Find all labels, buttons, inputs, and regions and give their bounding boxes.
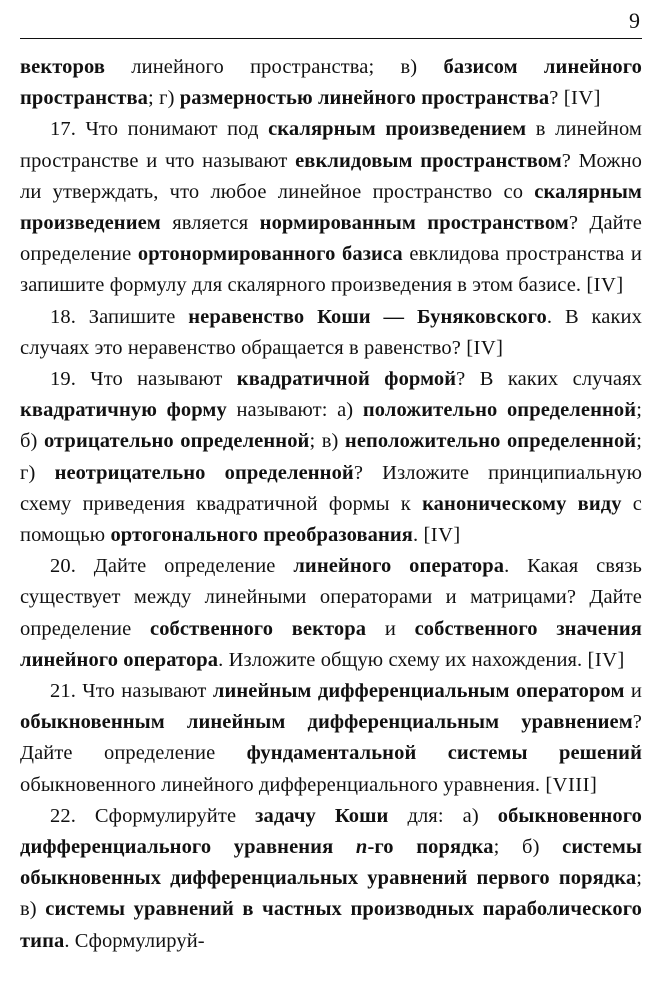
- body-text: 21. Что называют: [50, 680, 213, 703]
- key-term: линейного оператора: [293, 555, 505, 578]
- key-term: квадратичную форму: [20, 399, 227, 422]
- question-20: [20, 551, 642, 676]
- key-term: ортонормированного базиса: [137, 243, 403, 266]
- body-text: . Изложите общую схему их нахождения.: [218, 648, 588, 671]
- body-text: ? Дайте определение: [20, 212, 642, 266]
- body-text: евклидова пространства и запишите формулу для скалярного произведения в этом базисе.: [20, 243, 642, 297]
- key-term: неравенство Коши — Буняковского: [188, 305, 547, 328]
- key-term: векторов: [20, 56, 106, 78]
- page-number: 9: [629, 8, 640, 33]
- key-term: обыкновенного дифференциального уравнения: [20, 804, 642, 859]
- body-text: обыкновенного линейного дифференциального уравнения.: [20, 773, 546, 796]
- question-18: [20, 302, 642, 364]
- key-term: -го порядка: [367, 836, 494, 859]
- body-text: ? Дайте определение: [20, 711, 642, 765]
- body-text: ; б): [20, 399, 642, 453]
- text-body: [20, 52, 642, 957]
- body-text: и: [624, 680, 642, 703]
- question-22: [20, 801, 642, 957]
- key-term: линейным дифференциальным оператором: [212, 680, 625, 703]
- body-text: . Сформулируй-: [64, 929, 205, 952]
- body-text: .: [413, 524, 424, 547]
- body-text: ? Можно ли утверждать, что любое линейное пространство со: [20, 149, 642, 203]
- key-term: собственного значения линейного оператора: [20, 617, 642, 671]
- body-text: называют: а): [226, 399, 363, 422]
- body-text: ?: [549, 87, 564, 110]
- key-term: нормированным пространством: [259, 212, 569, 235]
- chapter-reference: [IV]: [423, 524, 461, 547]
- math-variable: n: [355, 836, 368, 859]
- body-text: ; в): [20, 867, 642, 921]
- key-term: неположительно определенной: [344, 430, 637, 453]
- body-text: и: [366, 617, 415, 640]
- body-text: ; г): [148, 87, 180, 110]
- key-term: каноническому виду: [422, 492, 622, 515]
- key-term: скалярным произведением: [20, 180, 642, 235]
- body-text: 20. Дайте определение: [50, 555, 294, 578]
- body-text: ; в): [309, 430, 345, 453]
- key-term: скалярным произведением: [268, 118, 527, 141]
- key-term: ортогонального преобразования: [110, 524, 413, 547]
- question-19: [20, 364, 642, 551]
- key-term: обыкновенным линейным дифференциальным уравнением: [20, 711, 633, 734]
- key-term: системы обыкновенных дифференциальных уравнений первого порядка: [20, 836, 642, 890]
- body-text: является: [160, 212, 260, 235]
- body-text: с помощью: [20, 492, 642, 547]
- body-text: для: а): [388, 804, 498, 827]
- key-term: фундаментальной системы решений: [246, 742, 642, 765]
- key-term: задачу Коши: [255, 804, 389, 827]
- body-text: ? Изложите принципиальную схему приведения квадратичной формы к: [20, 461, 642, 515]
- chapter-reference: [IV]: [586, 274, 624, 297]
- body-text: в линейном пространстве и что называют: [20, 118, 642, 172]
- body-text: . В каких случаях это неравенство обращается в равенство?: [20, 305, 642, 359]
- body-text: 18. Запишите: [50, 305, 189, 328]
- body-text: ? В каких случаях: [456, 368, 642, 391]
- key-term: отрицательно определенной: [43, 430, 310, 453]
- header-rule: [20, 38, 642, 39]
- key-term: квадратичной формой: [236, 368, 457, 391]
- body-text: . Какая связь существует между линейными операторами и матрицами? Дайте определение: [20, 555, 642, 640]
- body-text: 19. Что называют: [50, 368, 237, 391]
- body-text: ; б): [493, 836, 563, 859]
- body-text: 17. Что понимают под: [50, 118, 269, 141]
- key-term: евклидовым пространством: [295, 149, 562, 172]
- question-17: [20, 114, 642, 301]
- chapter-reference: [VIII]: [545, 773, 598, 796]
- body-text: линейного пространства; в): [105, 56, 444, 78]
- chapter-reference: [IV]: [587, 648, 625, 671]
- key-term: базисом линейного пространства: [20, 56, 642, 110]
- key-term: собственного вектора: [150, 617, 367, 640]
- question-21: [20, 676, 642, 801]
- body-text: 22. Сформулируйте: [50, 804, 256, 827]
- key-term: положительно определенной: [362, 399, 637, 422]
- chapter-reference: [IV]: [563, 87, 601, 110]
- chapter-reference: [IV]: [466, 336, 504, 359]
- key-term: системы уравнений в частных производных параболического типа: [20, 898, 642, 952]
- key-term: размерностью линейного пространства: [179, 87, 550, 110]
- key-term: неотрицательно определенной: [54, 461, 354, 484]
- paragraph-continuation: [20, 52, 642, 114]
- body-text: ; г): [20, 430, 643, 484]
